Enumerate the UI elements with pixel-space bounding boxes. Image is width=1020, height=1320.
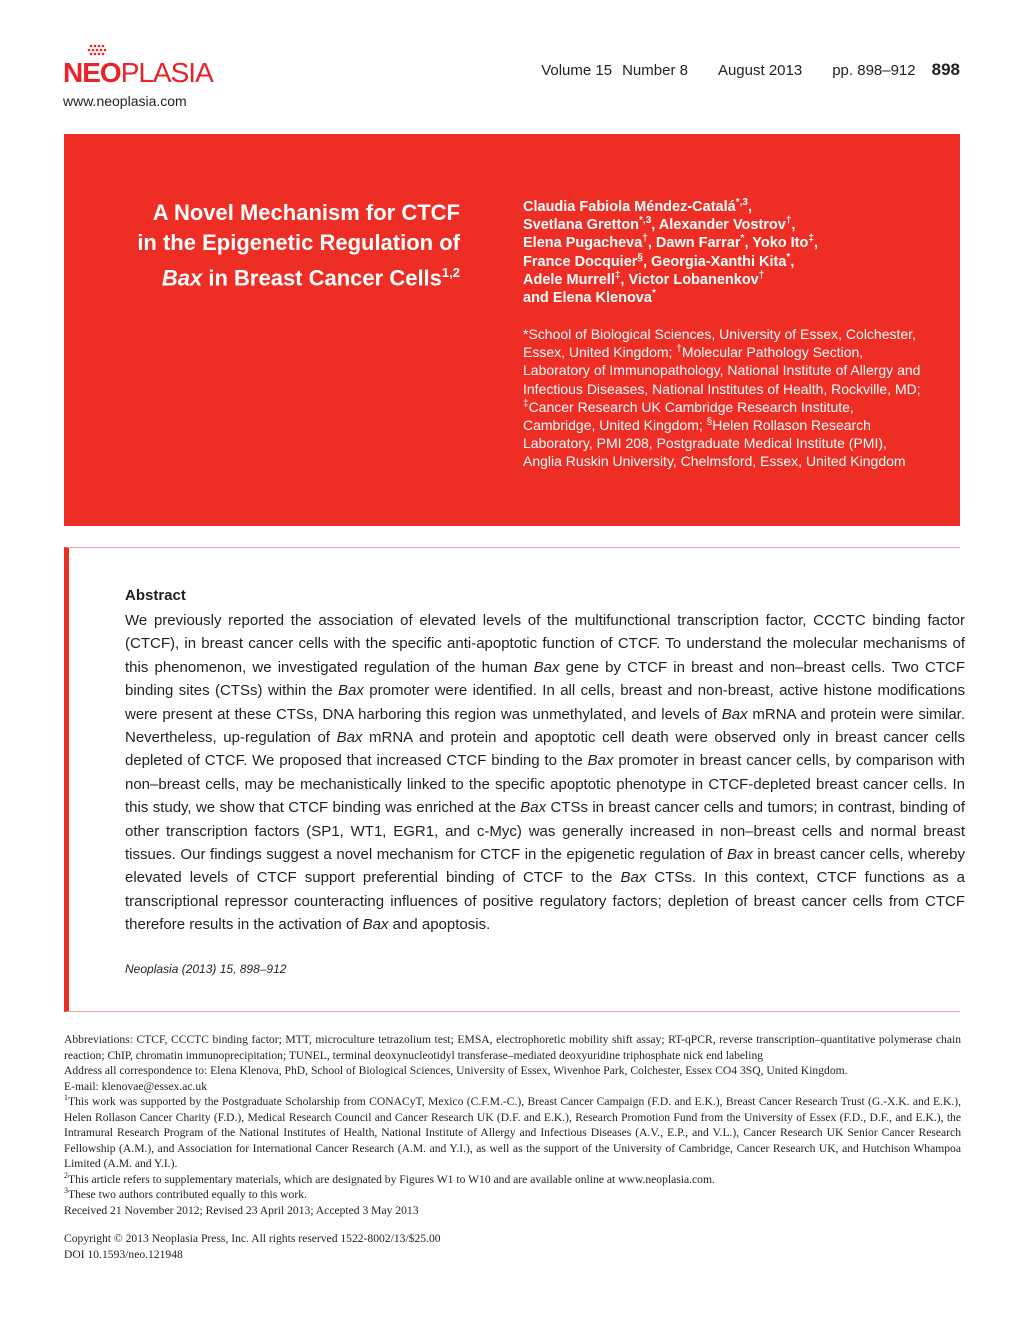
logo-dots-icon [87, 44, 111, 58]
logo-wordmark: NEOPLASIA [63, 57, 213, 88]
issue-info [541, 60, 960, 80]
copyright: Copyright © 2013 Neoplasia Press, Inc. All rights reserved 1522-8002/13/$25.00 [64, 1232, 441, 1245]
issue-number: Number 8 [622, 62, 688, 79]
abstract-heading: Abstract [125, 587, 186, 604]
correspondence-address: Address all correspondence to: Elena Klenova, PhD, School of Biological Sciences, University of Essex, Wivenhoe Park, Colchester, Essex CO4 3SQ, United Kingdom. [64, 1064, 848, 1077]
abstract-text: We previously reported the association of elevated levels of the multifunctional transcription factor, CCCTC binding factor (CTCF), in breast cancer cells with the specific anti-apoptotic function of CTCF. To understand the molecular mechanisms of this phenomenon, we investigated regulation of the human Bax gene by CTCF in breast and non–breast cells. Two CTCF binding sites (CTSs) within the Bax promoter were identified. In all cells, breast and non-breast, active histone modifications were present at these CTSs, DNA harboring this region was unmethylated, and levels of Bax mRNA and protein were similar. Nevertheless, up-regulation of Bax mRNA and protein and apoptotic cell death were observed only in breast cancer cells depleted of CTCF. We proposed that increased CTCF binding to the Bax promoter in breast cancer cells, by comparison with non–breast cells, may be mechanistically linked to the specific apoptotic phenotype in CTCF-depleted breast cancer cells. In this study, we show that CTCF binding was enriched at the Bax CTSs in breast cancer cells and tumors; in contrast, binding of other transcription factors (SP1, WT1, EGR1, and c-Myc) was generally increased in non–breast cells and normal breast tissues. Our findings suggest a novel mechanism for CTCF in the epigenetic regulation of Bax in breast cancer cells, whereby elevated levels of CTCF support preferential binding of CTCF to the Bax CTSs. In this context, CTCF functions as a transcriptional repressor counteracting influences of positive regulatory factors; depletion of breast cancer cells from CTCF therefore results in the activation of Bax and apoptosis. [125, 612, 966, 934]
article-title: A Novel Mechanism for CTCF in the Epigenetic Regulation of Bax in Breast Cancer Cells$^{1,2}$ [137, 200, 460, 291]
abstract-box [64, 547, 966, 1012]
doi[interactable]: DOI 10.1593/neo.121948 [64, 1247, 183, 1261]
page-number: 898 [931, 60, 960, 79]
page-range: pp. 898–912 [832, 62, 916, 79]
journal-url[interactable]: www.neoplasia.com [63, 93, 187, 109]
received-dates: Received 21 November 2012; Revised 23 April 2013; Accepted 3 May 2013 [64, 1203, 419, 1217]
article-citation: Neoplasia (2013) 15, 898–912 [125, 962, 287, 976]
footnotes [64, 1032, 961, 1262]
footnote-3: $^3$These two authors contributed equally to this work. [64, 1186, 307, 1201]
journal-logo [63, 44, 213, 90]
title-banner [64, 134, 960, 526]
issue-date: August 2013 [717, 62, 803, 79]
abbreviations: Abbreviations: CTCF, CCCTC binding factor; MTT, microculture tetrazolium test; EMSA, electrophoretic mobility shift assay; RT-qPCR, reverse transcription–quantitative polymerase chain reaction; ChIP, chromatin immunoprecipitation; TUNEL, terminal deoxynucleotidyl transferase–mediated deoxyuridine triphosphate nick end labeling [64, 1033, 961, 1062]
affiliations: *School of Biological Sciences, University of Essex, Colchester, Essex, United Kingdom; †Molecular Pathology Section, Laboratory of Immunopathology, National Institute of Allergy and Infectious Diseases, National Institutes of Health, Rockville, MD; ‡Cancer Research UK Cambridge Research Institute, Cambridge, United Kingdom; §Helen Rollason Research Laboratory, PMI 208, Postgraduate Medical Institute (PMI), Anglia Ruskin University, Chelmsford, Essex, United Kingdom [523, 326, 921, 470]
author-list: Claudia Fabiola Méndez-Catalá$^{*,3}$, Svetlana Gretton$^{*,3}$, Alexander Vostrov†, Elena Pugacheva†, Dawn Farrar*, Yoko Ito‡, France Docquier§, Georgia-Xanthi Kita*, Adele Murrell‡, Victor Lobanenkov† and Elena Klenova* [523, 197, 818, 307]
volume: Volume 15 [541, 62, 613, 79]
footnote-1: $^1$This work was supported by the Postgraduate Scholarship from CONACyT, Mexico (C.F.M.-C.), Breast Cancer Campaign (F.D. and E.K.), Breast Cancer Research Trust (G.-X.K. and E.K.), Helen Rollason Cancer Charity (F.D.), Medical Research Council and Cancer Research UK (D.F. and E.K.), Research Promotion Fund from the University of Essex (F.D., D.F., and E.K.), the Intramural Research Program of the National Institutes of Health, National Institute of Allergy and Infectious Diseases (A.V., E.P., and V.L.), Cancer Research UK Senior Cancer Research Fellowship (A.M.), and Association for International Cancer Research (A.M. and Y.I.), as well as the support of the University of Cambridge, Cancer Research UK, and Hutchison Whampoa Limited (A.M. and Y.I.). [64, 1093, 961, 1170]
footnote-2: $^2$This article refers to supplementary materials, which are designated by Figures W1 to W10 and are available online at www.neoplasia.com. [64, 1170, 715, 1186]
correspondence-email[interactable]: E-mail: klenovae@essex.ac.uk [64, 1079, 207, 1093]
